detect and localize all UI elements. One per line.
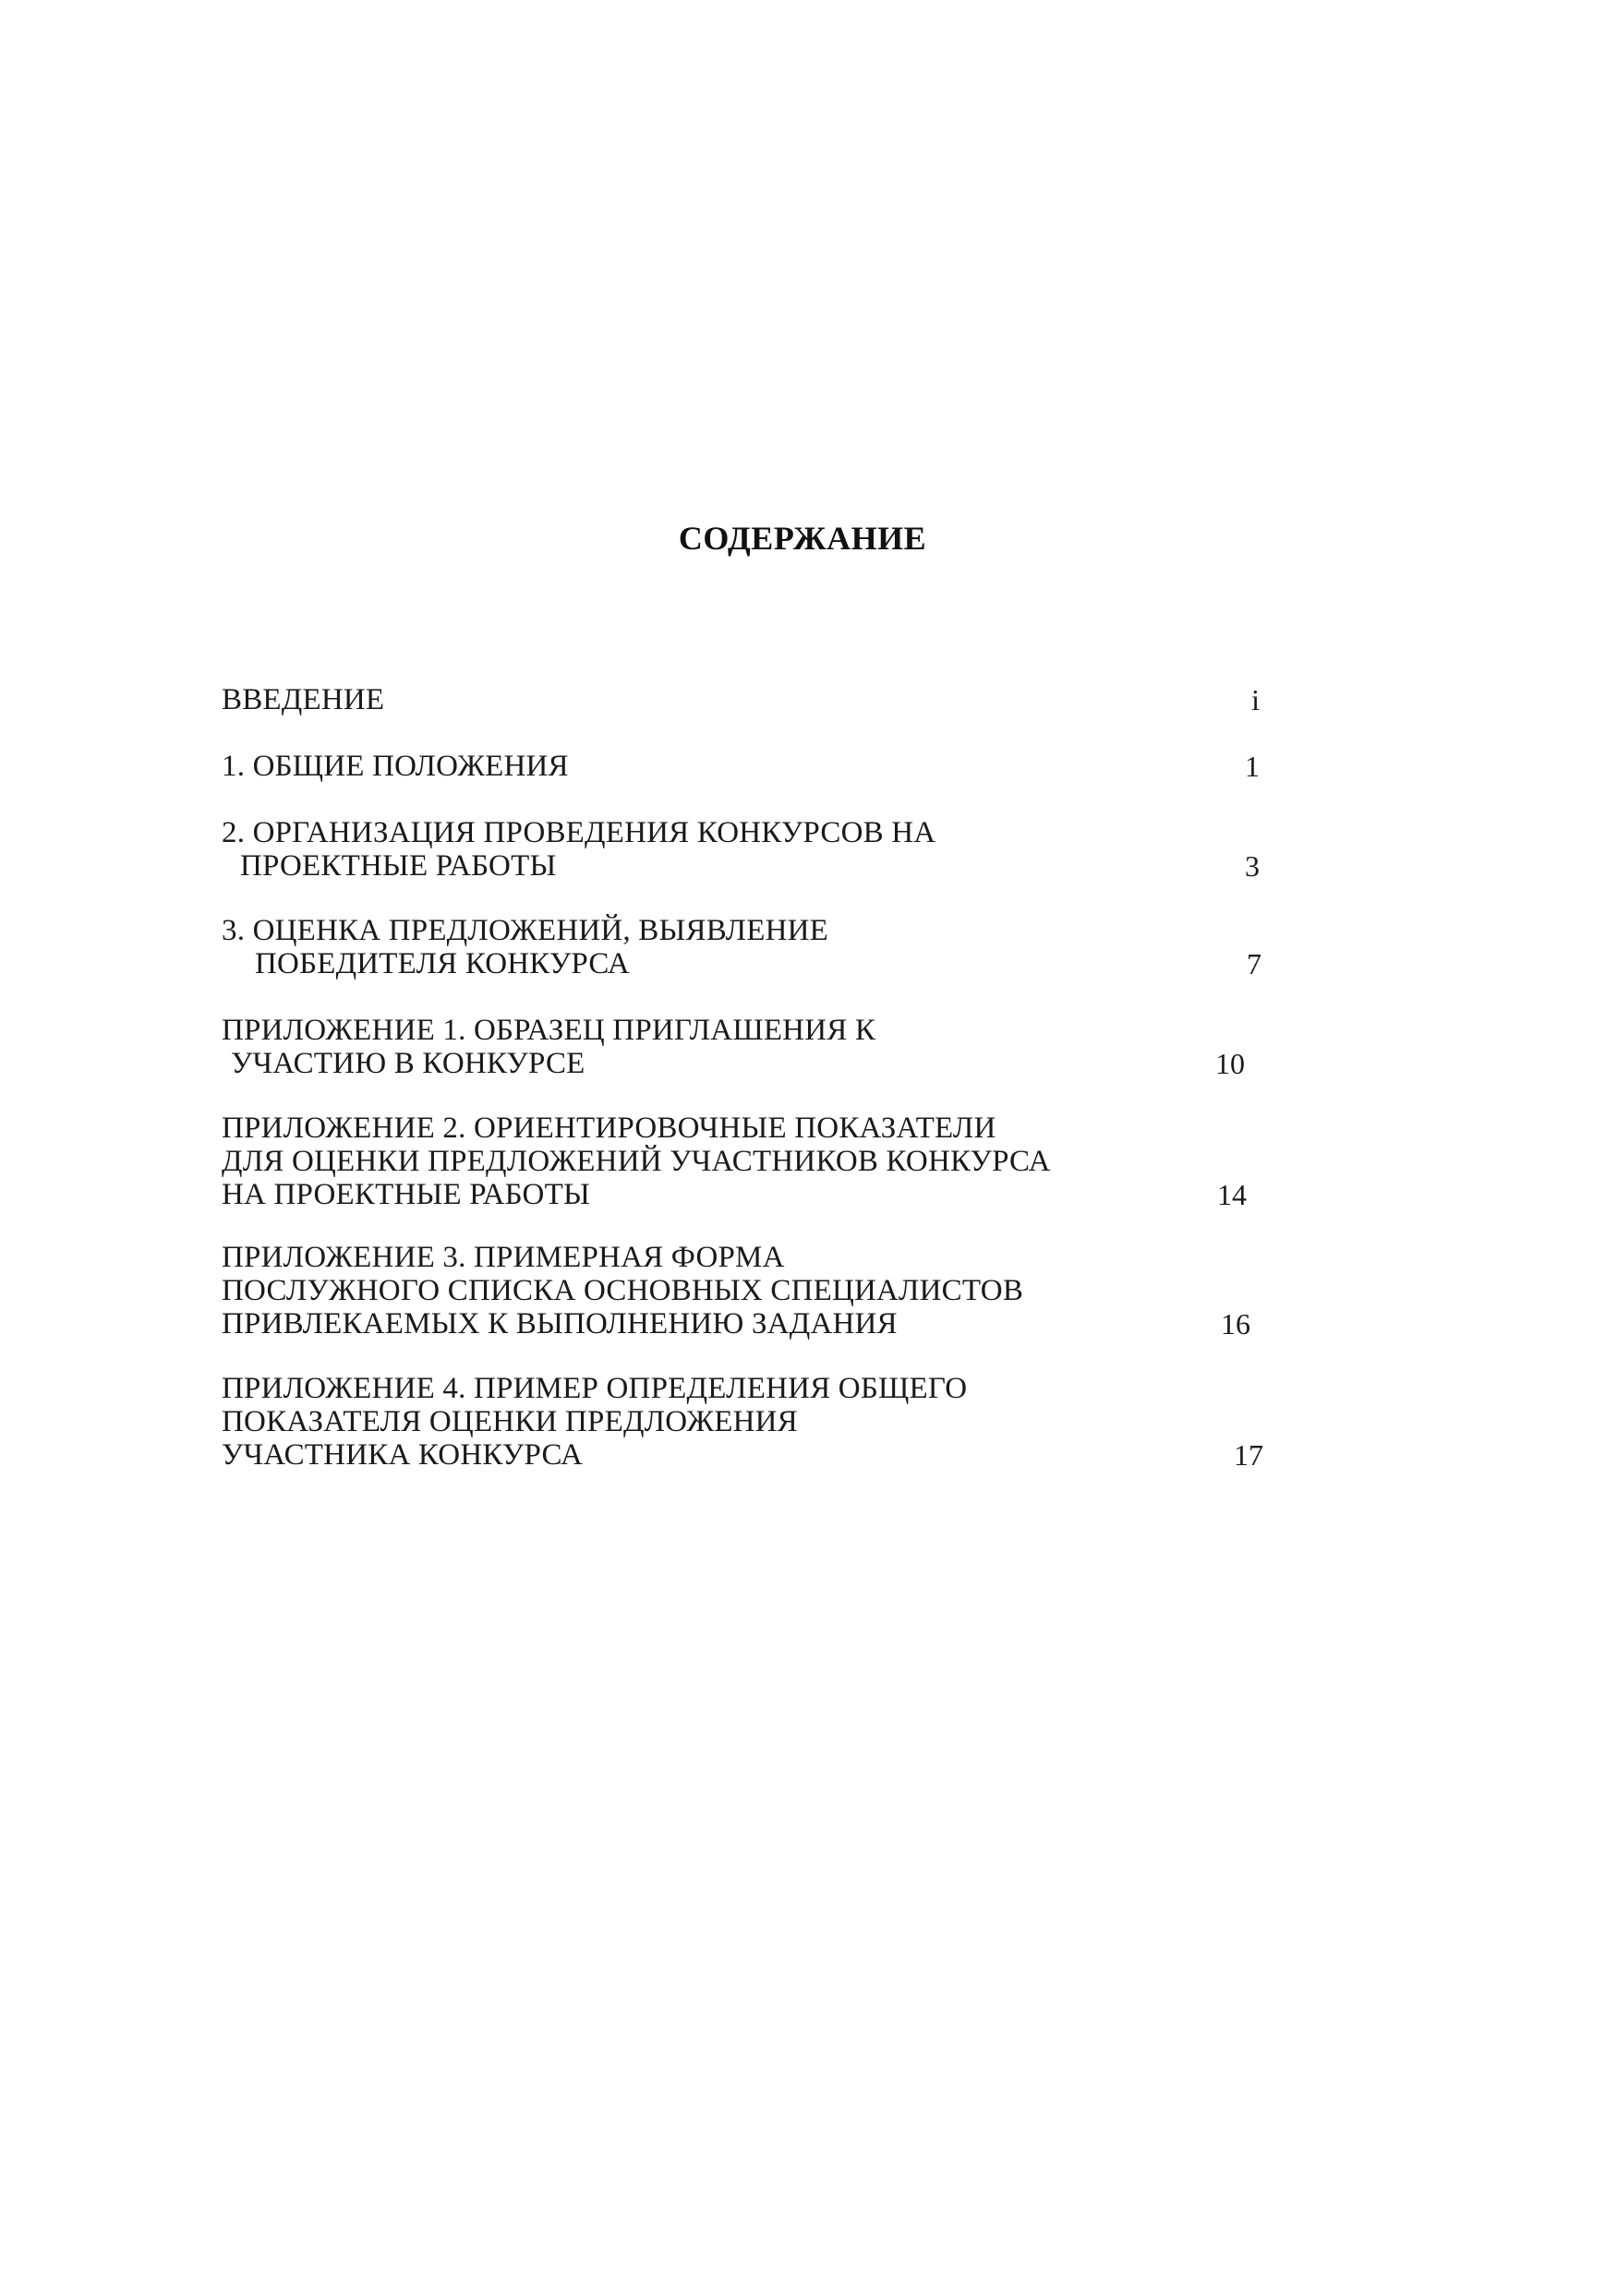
toc-entry-title-line: НА ПРОЕКТНЫЕ РАБОТЫ: [222, 1178, 590, 1211]
toc-entry-title-line: УЧАСТНИКА КОНКУРСА: [222, 1438, 584, 1472]
toc-entry-title-line: ПРИВЛЕКАЕМЫХ К ВЫПОЛНЕНИЮ ЗАДАНИЯ: [222, 1307, 898, 1340]
toc-page-number: 7: [1247, 947, 1261, 980]
toc-page-number: 14: [1217, 1178, 1247, 1211]
toc-entry-title-line: ПРИЛОЖЕНИЕ 3. ПРИМЕРНАЯ ФОРМА: [222, 1241, 785, 1274]
toc-entry-title-line: ДЛЯ ОЦЕНКИ ПРЕДЛОЖЕНИЙ УЧАСТНИКОВ КОНКУРСА: [222, 1145, 1051, 1178]
toc-entry-appendix-2[interactable]: [222, 1112, 1256, 1211]
toc-entry-title-line: ПОБЕДИТЕЛЯ КОНКУРСА: [255, 947, 630, 980]
toc-entry-evaluation[interactable]: [222, 914, 1261, 980]
toc-entry-title-line: 2. ОРГАНИЗАЦИЯ ПРОВЕДЕНИЯ КОНКУРСОВ НА: [222, 816, 936, 849]
toc-entry-title-line: ПРИЛОЖЕНИЕ 1. ОБРАЗЕЦ ПРИГЛАШЕНИЯ К: [222, 1014, 876, 1047]
toc-entry-title-line: ПРИЛОЖЕНИЕ 2. ОРИЕНТИРОВОЧНЫЕ ПОКАЗАТЕЛИ: [222, 1112, 996, 1145]
toc-entry-appendix-4[interactable]: [222, 1372, 1263, 1472]
toc-entry-appendix-1[interactable]: [222, 1014, 1256, 1080]
toc-page-number: 3: [1245, 849, 1260, 883]
toc-page-number: 10: [1215, 1047, 1245, 1080]
toc-entry-title-line: ПРИЛОЖЕНИЕ 4. ПРИМЕР ОПРЕДЕЛЕНИЯ ОБЩЕГО: [222, 1372, 968, 1405]
toc-page-number: 17: [1234, 1438, 1263, 1472]
toc-entry-title-line: 3. ОЦЕНКА ПРЕДЛОЖЕНИЙ, ВЫЯВЛЕНИЕ: [222, 914, 829, 947]
toc-entry-introduction[interactable]: [222, 683, 1260, 716]
page-title: СОДЕРЖАНИЕ: [678, 520, 927, 557]
toc-page-number: 16: [1221, 1307, 1250, 1340]
toc-entry-title-line: ПОСЛУЖНОГО СПИСКА ОСНОВНЫХ СПЕЦИАЛИСТОВ: [222, 1274, 1024, 1307]
toc-entry-general-provisions[interactable]: [222, 750, 1260, 783]
toc-entry-title-line: ПРОЕКТНЫЕ РАБОТЫ: [240, 849, 557, 883]
toc-entry-title-line: УЧАСТИЮ В КОНКУРСЕ: [231, 1047, 585, 1080]
toc-entry-appendix-3[interactable]: [222, 1241, 1256, 1340]
toc-page-number: 1: [1245, 750, 1260, 783]
toc-entry-title: ВВЕДЕНИЕ: [222, 683, 385, 716]
toc-entry-title: 1. ОБЩИЕ ПОЛОЖЕНИЯ: [222, 750, 569, 783]
toc-entry-organization[interactable]: [222, 816, 1260, 883]
toc-entry-title-line: ПОКАЗАТЕЛЯ ОЦЕНКИ ПРЕДЛОЖЕНИЯ: [222, 1405, 798, 1438]
toc-page-number: i: [1251, 683, 1260, 716]
